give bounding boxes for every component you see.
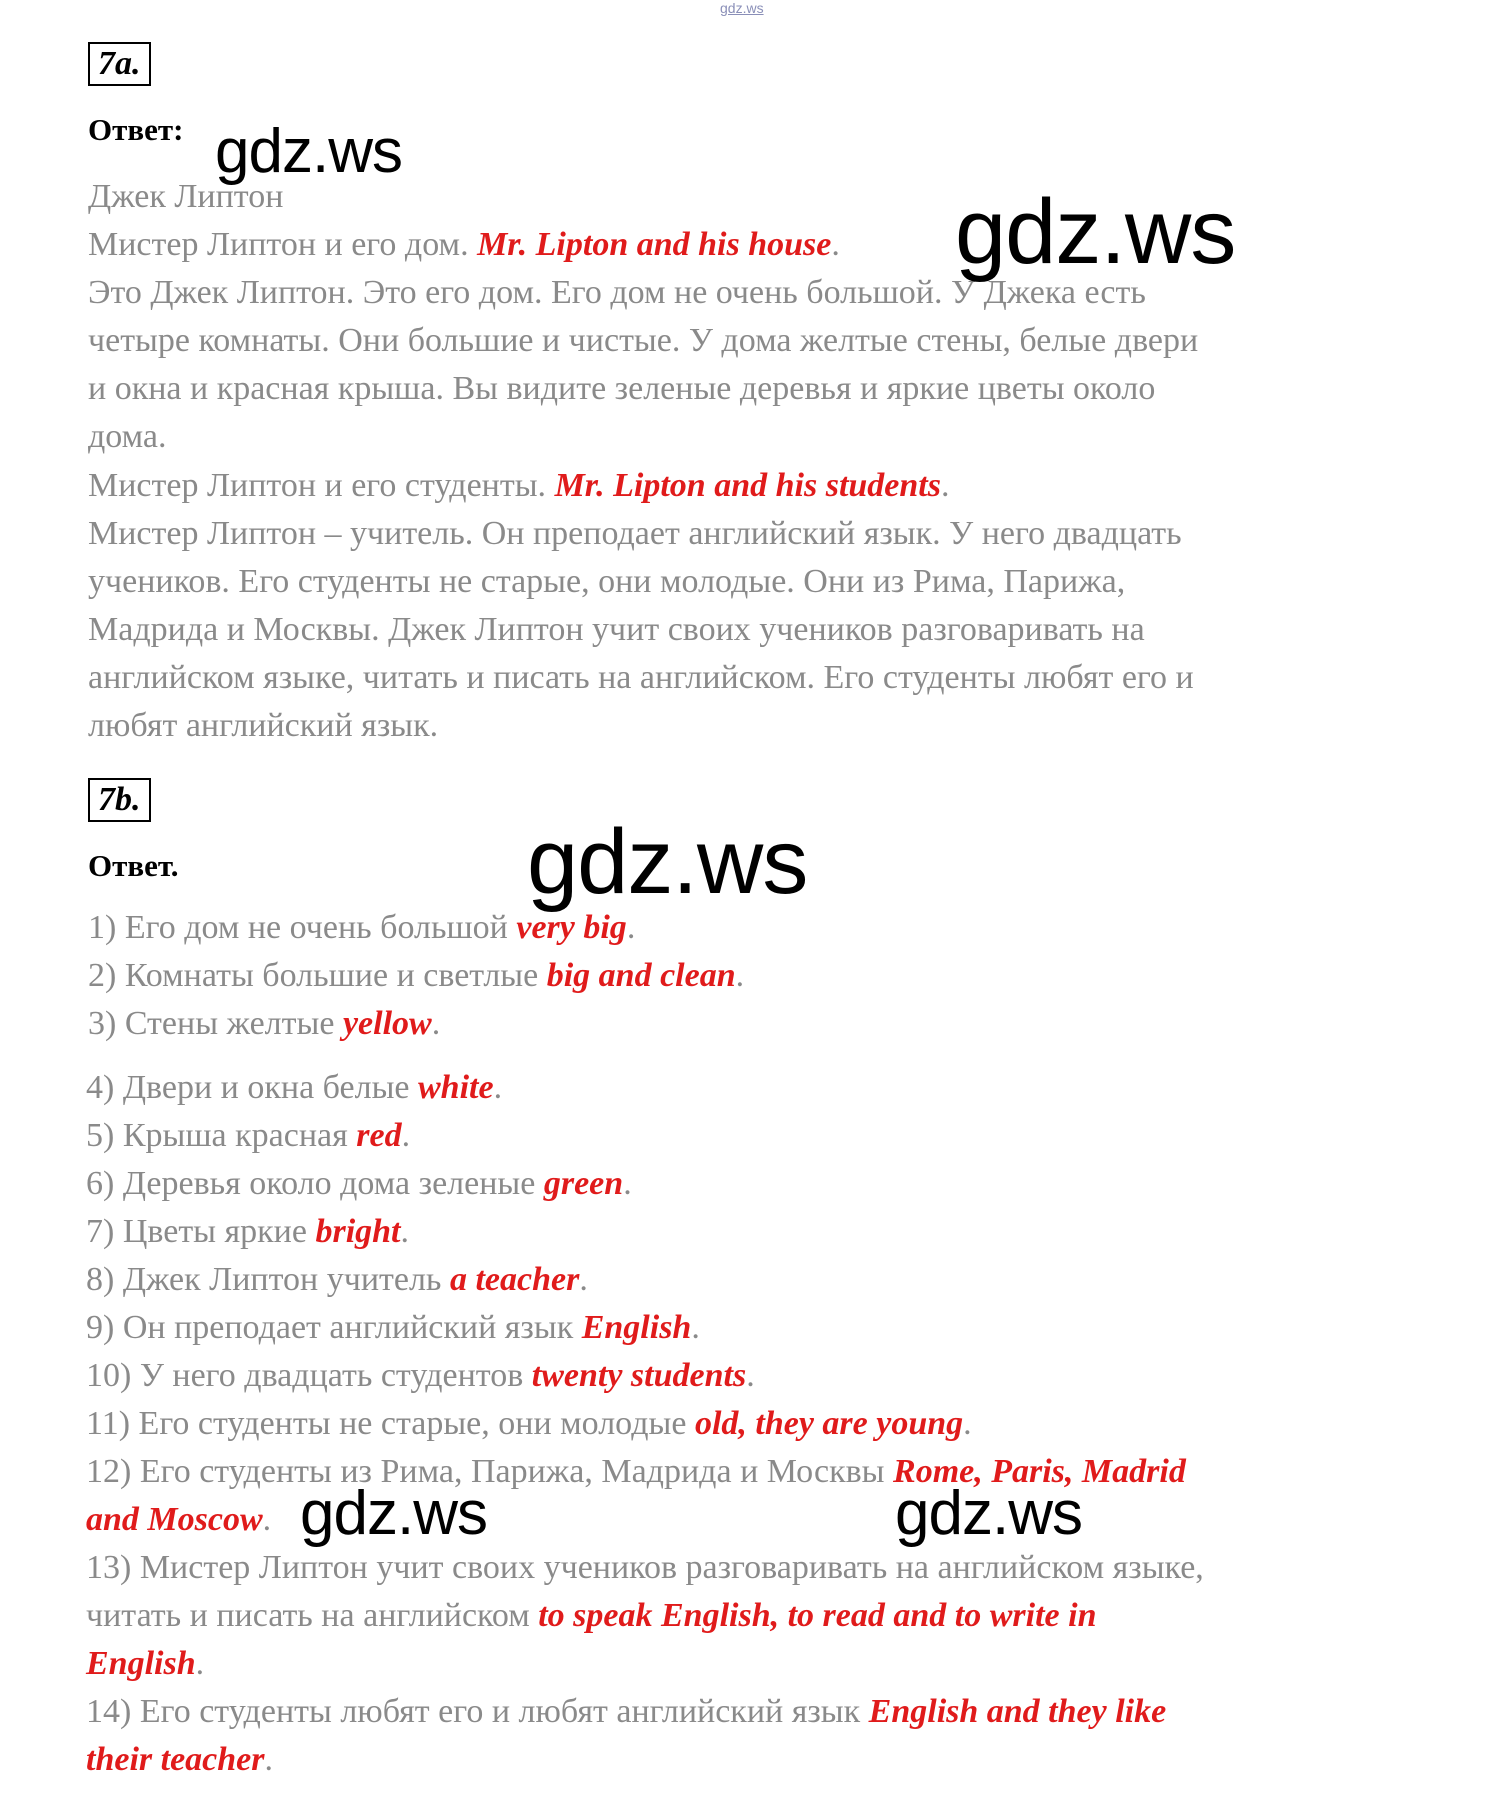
text-7a-line [88,658,1194,698]
line-text: 10) У него двадцать студентов [86,1357,532,1394]
answer-text: yellow [342,1005,432,1042]
text-7a-line [88,706,438,746]
line-text: Мистер Липтон и его дом. [88,226,478,263]
line-text: дома. [88,418,167,455]
answer-text: to speak English, to read and to write in [538,1597,1097,1634]
line-text: 2) Комнаты большие и светлые [88,957,547,994]
text-7a-line [88,321,1198,361]
line-text: Джек Липтон [88,178,284,215]
watermark: gdz.ws [300,1479,487,1548]
answer-text: twenty students [531,1357,747,1394]
line-text: 9) Он преподает английский язык [86,1309,582,1346]
line-text: любят английский язык. [88,707,439,744]
answer-7b-line [86,1404,972,1444]
text-7a-line [88,369,1155,409]
line-text: 4) Двери и окна белые [86,1069,418,1106]
text-7a-line [88,417,167,457]
answer-label-7b: Ответ. [88,848,179,883]
answer-text: English [581,1309,692,1346]
line-punctuation: . [626,909,636,946]
line-text: 3) Стены желтые [88,1005,343,1042]
line-text: 5) Крыша красная [86,1117,357,1154]
answer-text: red [356,1117,402,1154]
top-watermark-link: gdz.ws [720,0,764,16]
answer-text: green [543,1165,624,1202]
line-punctuation: . [691,1309,700,1346]
line-punctuation: . [431,1005,441,1042]
text-7a-line [88,610,1145,650]
line-punctuation: . [963,1405,972,1442]
text-7a-line [88,225,840,265]
watermark: gdz.ws [955,181,1236,283]
line-text: 14) Его студенты любят его и любят английский язык [86,1693,869,1730]
line-punctuation: . [623,1165,632,1202]
watermark: gdz.ws [895,1479,1082,1548]
exercise-7b-label: 7b. [88,778,151,822]
line-text: Мистер Липтон и его студенты. [88,467,555,504]
answer-text: big and clean [546,957,736,994]
answer-7b-line [86,1596,1096,1636]
answer-7b-line [86,1356,755,1396]
line-punctuation: . [579,1261,588,1298]
answer-text: bright [315,1213,401,1250]
answer-7b-line [88,956,744,996]
text-7a-line [88,562,1125,602]
answer-7b-line [86,1308,700,1348]
line-punctuation: . [735,957,745,994]
line-punctuation: . [264,1741,273,1778]
line-text: английском языке, читать и писать на английском. Его студенты любят его и [88,659,1194,696]
answer-text: Mr. Lipton and his house [477,226,832,263]
answer-7b-line [86,1740,273,1780]
answer-7b-line [86,1068,502,1108]
answer-7b-line [86,1500,271,1540]
answer-7b-line [86,1116,410,1156]
line-punctuation: . [831,226,840,263]
line-punctuation: . [400,1213,410,1250]
answer-text: English and they like [868,1693,1167,1730]
answer-7b-line [86,1692,1166,1732]
line-text: 12) Его студенты из Рима, Парижа, Мадрида и Москвы [86,1453,894,1490]
answer-label-7a: Ответ: [88,112,184,147]
answer-7b-line [86,1548,1204,1588]
line-text: 11) Его студенты не старые, они молодые [86,1405,695,1442]
line-punctuation: . [262,1501,272,1538]
watermark: gdz.ws [215,117,402,186]
line-punctuation: . [401,1117,411,1154]
answer-text: very big [516,909,627,946]
answer-7b-line [88,1004,440,1044]
line-punctuation: . [493,1069,503,1106]
line-text: Мистер Липтон – учитель. Он преподает английский язык. У него двадцать [88,515,1182,552]
line-punctuation: . [746,1357,755,1394]
line-punctuation: . [195,1645,205,1682]
answer-text: and Moscow [86,1501,263,1538]
line-text: 7) Цветы яркие [86,1213,316,1250]
answer-7b-line [86,1212,409,1252]
line-text: Мадрида и Москвы. Джек Липтон учит своих учеников разговаривать на [88,611,1145,648]
text-7a-line [88,514,1182,554]
line-text: 13) Мистер Липтон учит своих учеников разговаривать на английском языке, [86,1549,1204,1586]
answer-7b-line [86,1644,204,1684]
answer-7b-line [86,1260,588,1300]
line-text: 6) Деревья около дома зеленые [86,1165,544,1202]
line-text: Это Джек Липтон. Это его дом. Его дом не очень большой. У Джека есть [88,274,1146,311]
answer-7b-line [86,1164,632,1204]
line-text: и окна и красная крыша. Вы видите зеленые деревья и яркие цветы около [88,370,1156,407]
answer-text: old, they are young [694,1405,964,1442]
answer-text: a teacher [449,1261,580,1298]
answer-text: white [418,1069,494,1106]
answer-text: English [86,1645,196,1682]
text-7a-line [88,466,949,506]
line-punctuation: . [940,467,950,504]
exercise-7a-label: 7a. [88,42,151,86]
line-text: 8) Джек Липтон учитель [86,1261,450,1298]
line-text: 1) Его дом не очень большой [88,909,517,946]
answer-text: their teacher [86,1741,265,1778]
line-text: читать и писать на английском [86,1597,539,1634]
line-text: учеников. Его студенты не старые, они молодые. Они из Рима, Парижа, [88,563,1126,600]
answer-text: Rome, Paris, Madrid [893,1453,1186,1490]
watermark: gdz.ws [527,811,808,913]
line-text: четыре комнаты. Они большие и чистые. У дома желтые стены, белые двери [88,322,1199,359]
answer-text: Mr. Lipton and his students [554,467,941,504]
